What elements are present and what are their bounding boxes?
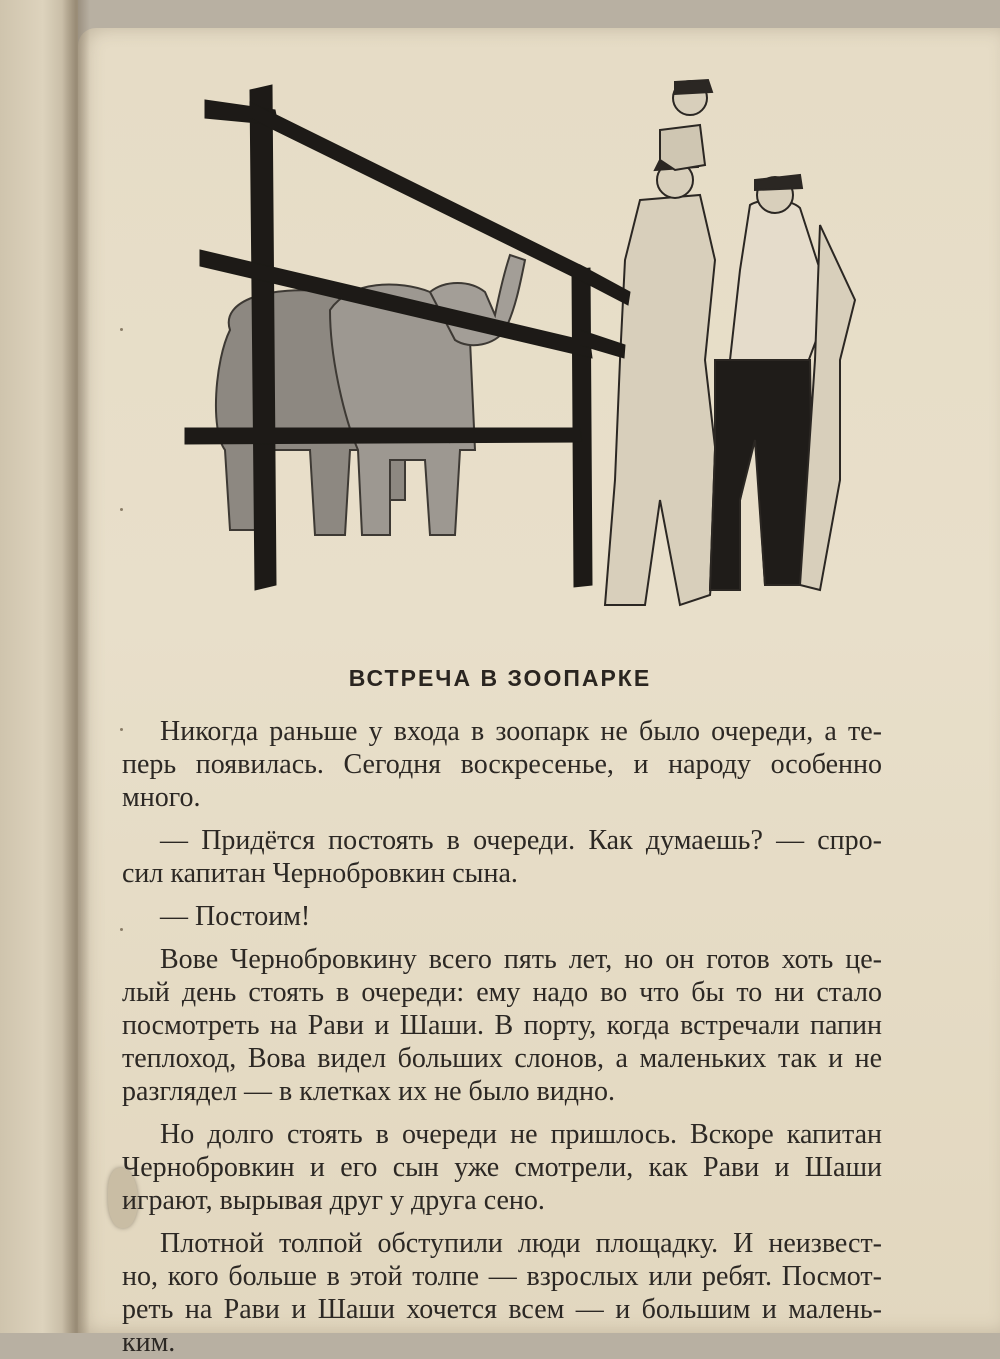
text-line: теплоход, Вова видел больших слонов, а маленьких так и не <box>122 1043 882 1074</box>
text-line: сил капитан Чернобровкин сына. <box>122 858 518 889</box>
text-line: Никогда раньше у входа в зоопарк не было очереди, а те- <box>160 716 882 747</box>
zoo-elephants-illustration <box>100 30 880 630</box>
text-line: Вове Чернобровкину всего пять лет, но он готов хоть це- <box>160 944 882 975</box>
chapter-text <box>122 715 882 1359</box>
text-line: реть на Рави и Шаши хочется всем — и большим и малень- <box>122 1294 882 1325</box>
visitors-figures <box>605 80 855 605</box>
text-line: — Постоим! <box>160 901 311 932</box>
chapter-title: ВСТРЕЧА В ЗООПАРКЕ <box>348 665 652 691</box>
text-line: Плотной толпой обступили люди площадку. И неизвест- <box>160 1228 882 1259</box>
text-line: ким. <box>122 1327 176 1358</box>
text-line: разглядел — в клетках их не было видно. <box>122 1076 615 1107</box>
text-line: играют, вырывая друг у друга сено. <box>122 1185 545 1216</box>
text-line: много. <box>122 782 201 813</box>
text-line: — Придётся постоять в очереди. Как думаешь? — спро- <box>160 825 882 856</box>
text-line: лый день стоять в очереди: ему надо во что бы то ни стало <box>122 977 882 1008</box>
text-line: но, кого больше в этой толпе — взрослых или ребят. Посмот- <box>122 1261 882 1292</box>
text-line: Чернобровкин и его сын уже смотрели, как Рави и Шаши <box>122 1152 882 1183</box>
text-line: Но долго стоять в очереди не пришлось. Вскоре капитан <box>160 1119 882 1150</box>
text-line: перь появилась. Сегодня воскресенье, и народу особенно <box>122 749 882 780</box>
text-line: посмотреть на Рави и Шаши. В порту, когда встречали папин <box>122 1010 882 1041</box>
